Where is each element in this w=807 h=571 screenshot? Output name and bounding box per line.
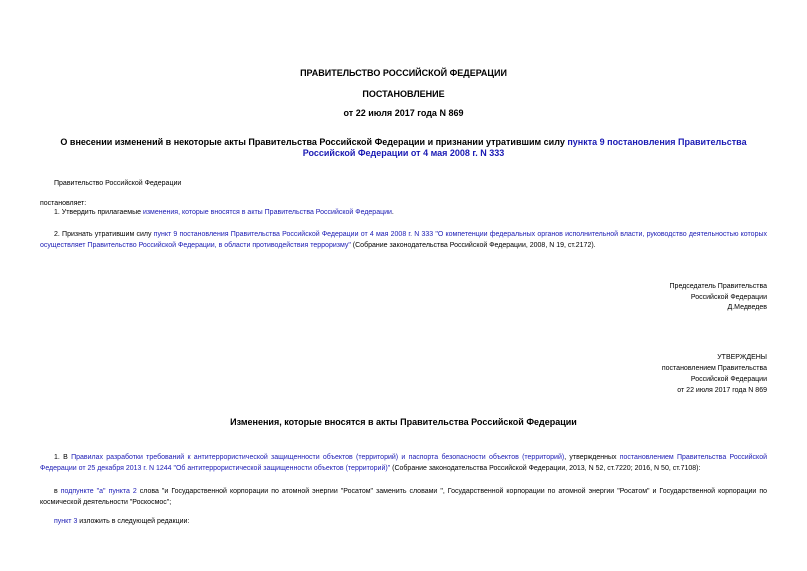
item-2-link[interactable]: пункт 9 постановления Правительства Российской Федерации от 4 мая 2008 г. N 333 "О компетенции федеральных органов исполнительной власти, руководство деятельностью которых осуществляет Правительство Российской Федерации, в области противодействия терроризму" [40,231,767,249]
change-1-link-resolution[interactable]: постановлением Правительства Российской Федерации от 25 декабря 2013 г. N 1244 "Об антитеррористической защищенности объектов (территорий)" [40,454,767,472]
changes-title: Изменения, которые вносятся в акты Правительства Российской Федерации [230,417,577,427]
change-1b-link[interactable]: пункт 3 [54,518,78,525]
item-1-text: 1. Утвердить прилагаемые [54,209,143,216]
signature-line-1: Председатель Правительства [669,283,767,290]
intro-line-2: постановляет: [40,200,87,207]
approved-line-1: УТВЕРЖДЕНЫ [717,354,767,361]
change-1a [40,486,767,508]
change-1b-suffix: изложить в следующей редакции: [77,518,190,525]
change-1-text: 1. В [54,454,72,461]
change-1a-link-subpoint[interactable]: подпункте "а" [60,488,106,495]
item-1 [40,207,767,218]
title-link[interactable]: пункта 9 постановления Правительства Российской Федерации от 4 мая 2008 г. N 333 [302,137,747,158]
doc-date: от 22 июля 2017 года N 869 [343,108,464,118]
doc-type-heading: ПОСТАНОВЛЕНИЕ [362,89,445,99]
change-1b [54,516,189,527]
change-1-link-rules[interactable]: Правилах разработки требований к антитеррористической защищенности объектов (территорий) и паспорта безопасности объектов (территорий) [71,454,565,461]
change-1 [40,452,767,474]
approved-line-2: постановлением Правительства [661,365,767,372]
change-1a-text: в [54,488,61,495]
change-1a-suffix: слова "и Государственной корпорации по атомной энергии "Росатом" заменить словами ", Государственной корпорации по атомной энергии "Росатом" и Государственной корпорации по космической деятельности "Роскосмос"; [40,488,767,506]
signature-line-2: Российской Федерации [690,294,767,301]
change-1-suffix: (Собрание законодательства Российской Федерации, 2013, N 52, ст.7220; 2016, N 50, ст.7108): [390,465,701,472]
change-1-mid: , утвержденных [564,454,620,461]
item-2 [40,229,767,251]
signature-name: Д.Медведев [727,304,767,311]
org-heading: ПРАВИТЕЛЬСТВО РОССИЙСКОЙ ФЕДЕРАЦИИ [300,68,507,78]
title-text: О внесении изменений в некоторые акты Правительства Российской Федерации и признании утратившим силу [60,137,568,147]
item-2-suffix: (Собрание законодательства Российской Федерации, 2008, N 19, ст.2172). [350,242,596,249]
approved-line-3: Российской Федерации [690,376,767,383]
approved-line-4: от 22 июля 2017 года N 869 [677,387,767,394]
change-1a-link-point[interactable]: пункта 2 [108,488,137,495]
item-1-link[interactable]: изменения, которые вносятся в акты Правительства Российской Федерации [142,209,392,216]
item-1-suffix: . [391,209,394,216]
item-2-text: 2. Признать утратившим силу [54,231,154,238]
intro-line-1: Правительство Российской Федерации [54,180,182,187]
document-title [60,137,747,159]
